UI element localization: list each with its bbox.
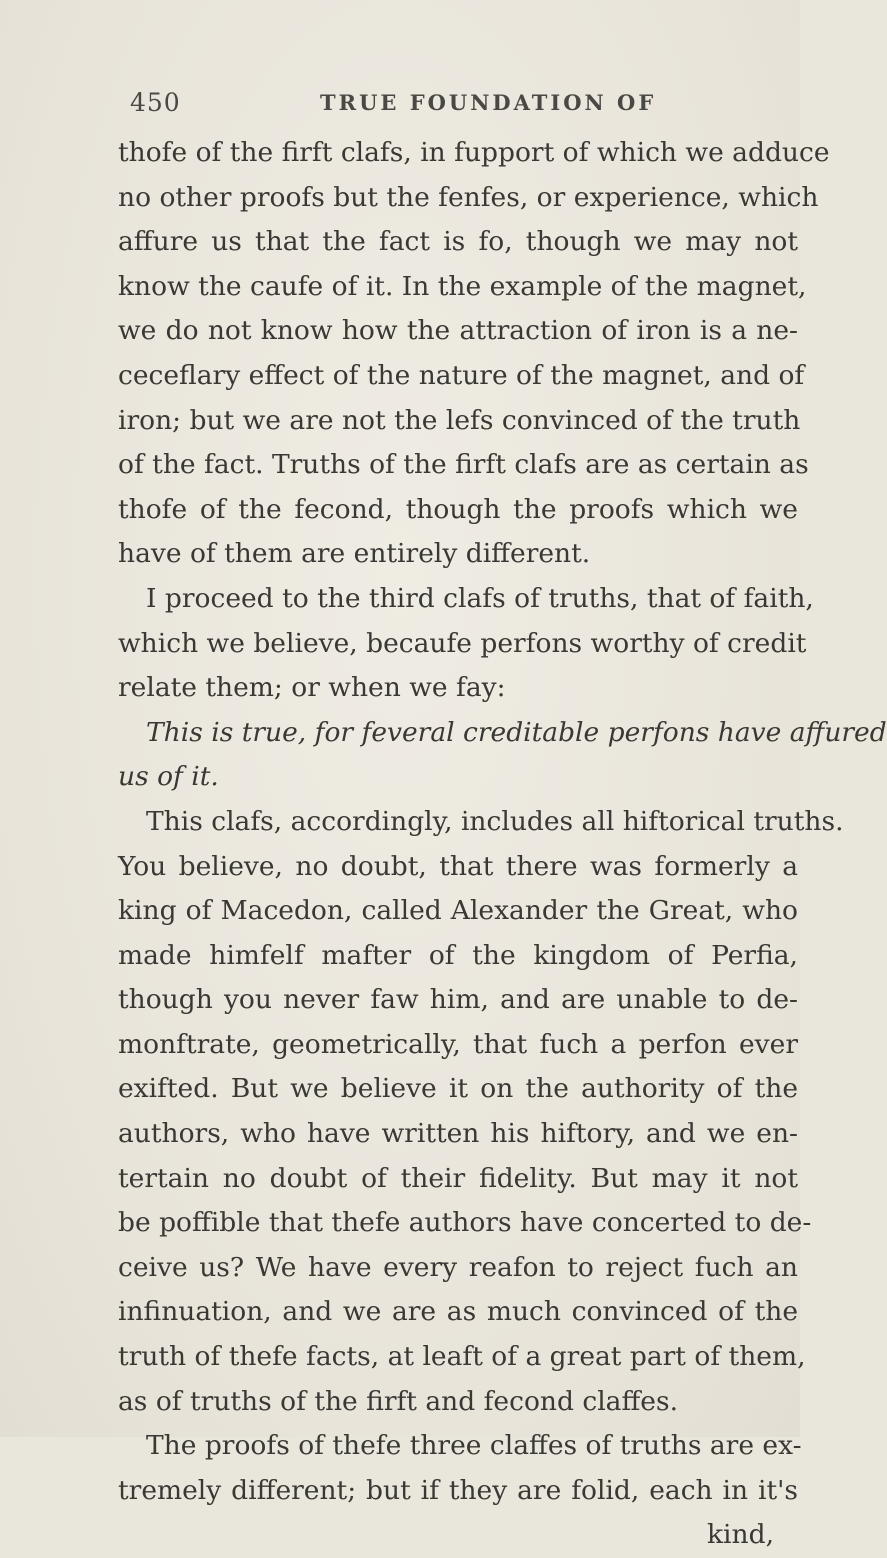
body-text: [118, 131, 887, 1558]
text-line: tremely different; but if they are folid, each in it's: [118, 1474, 798, 1506]
italic-quote-line: This is true, for feveral creditable perfons have affured: [146, 716, 887, 748]
page-number: 450: [130, 88, 181, 117]
running-head: [130, 88, 750, 118]
text-line: have of them are entirely different.: [118, 538, 591, 570]
text-line: know the caufe of it. In the example of the magnet,: [118, 270, 807, 302]
catchword: kind,: [707, 1519, 774, 1551]
text-line: no other proofs but the fenfes, or experience, which: [118, 181, 819, 213]
running-title: TRUE FOUNDATION OF: [320, 90, 657, 115]
text-line: authors, who have written his hiftory, and we en-: [118, 1118, 798, 1150]
paragraph-start-line: I proceed to the third clafs of truths, that of faith,: [146, 582, 814, 614]
text-line: as of truths of the firft and fecond claffes.: [118, 1385, 679, 1417]
text-line: of the fact. Truths of the firft clafs are as certain as: [118, 449, 809, 481]
text-line: infinuation, and we are as much convinced of the: [118, 1296, 798, 1328]
text-line: tertain no doubt of their fidelity. But may it not: [118, 1162, 798, 1194]
text-line: which we believe, becaufe perfons worthy of credit: [118, 627, 807, 659]
text-line: king of Macedon, called Alexander the Great, who: [118, 895, 798, 927]
text-line: ceive us? We have every reafon to reject fuch an: [118, 1251, 798, 1283]
text-line: exifted. But we believe it on the authority of the: [118, 1073, 798, 1105]
text-line: made himfelf mafter of the kingdom of Perfia,: [118, 939, 798, 971]
text-line: relate them; or when we fay:: [118, 672, 506, 704]
paragraph-start-line: The proofs of thefe three claffes of truths are ex-: [146, 1430, 802, 1462]
text-line: monftrate, geometrically, that fuch a perfon ever: [118, 1028, 798, 1060]
text-line: though you never faw him, and are unable to de-: [118, 984, 798, 1016]
italic-quote-line: us of it.: [118, 761, 219, 793]
text-line: truth of thefe facts, at leaft of a great part of them,: [118, 1341, 806, 1373]
text-line: iron; but we are not the lefs convinced of the truth: [118, 404, 801, 436]
text-line: we do not know how the attraction of iron is a ne-: [118, 315, 798, 347]
text-line: thofe of the firft clafs, in fupport of which we adduce: [118, 137, 830, 168]
text-line: be poffible that thefe authors have concerted to de-: [118, 1207, 812, 1239]
text-line: thofe of the fecond, though the proofs which we: [118, 493, 798, 525]
paragraph-start-line: This clafs, accordingly, includes all hiftorical truths.: [146, 805, 844, 837]
text-line: affure us that the fact is fo, though we may not: [118, 226, 798, 258]
text-line: ceceflary effect of the nature of the magnet, and of: [118, 359, 805, 391]
text-line: You believe, no doubt, that there was formerly a: [118, 850, 798, 882]
